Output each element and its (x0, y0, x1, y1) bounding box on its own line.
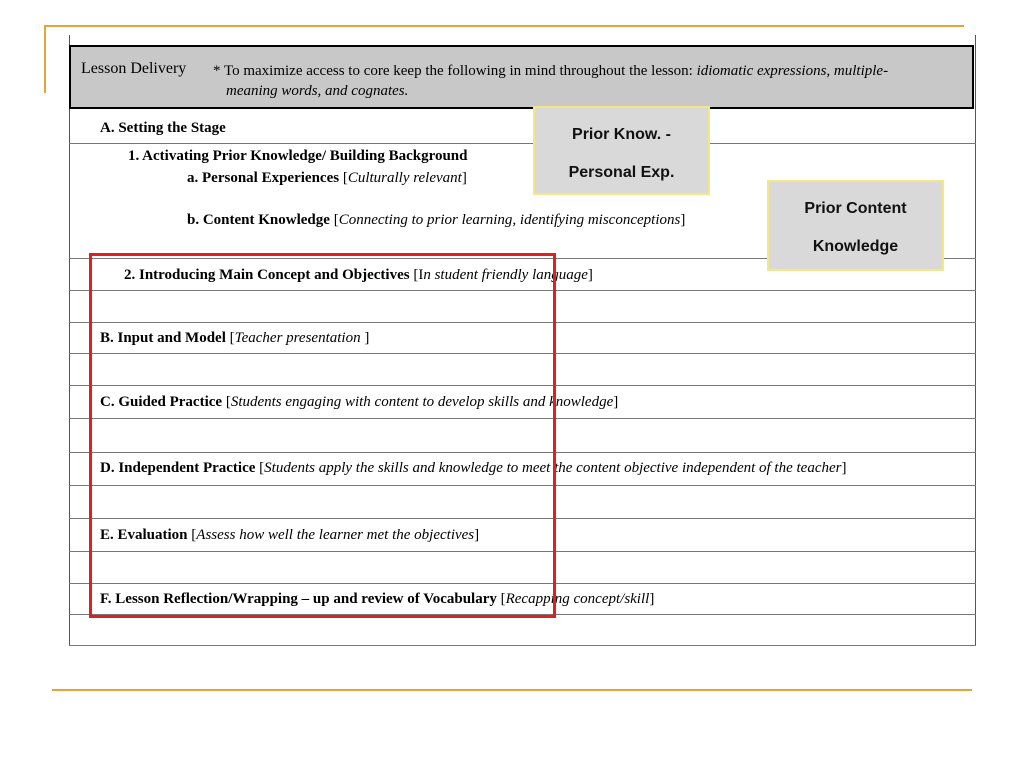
personal-experiences-note: Culturally relevant (347, 170, 462, 186)
main-concept-label: 2. Introducing Main Concept and Objectives (124, 267, 410, 283)
top-gold-rule (44, 25, 964, 27)
content-knowledge-row (187, 212, 685, 229)
evaluation-open: [ (187, 527, 197, 543)
activating-prior-knowledge-row (128, 148, 468, 165)
table-left-border (69, 35, 70, 646)
guided-practice-label: C. Guided Practice (100, 394, 223, 410)
lesson-reflection-label: F. Lesson Reflection/Wrapping – up and review of Vocabulary (100, 591, 497, 607)
prior-know-line1: Prior Know. - (572, 126, 671, 143)
personal-experiences-open: [ (339, 170, 348, 186)
main-concept-note: n student friendly language (423, 267, 588, 283)
lesson-reflection-close: ] (649, 591, 655, 607)
personal-experiences-label: a. Personal Experiences (187, 170, 340, 186)
main-concept-close: ] (587, 267, 593, 283)
evaluation-label: E. Evaluation (100, 527, 188, 543)
highlight-box (89, 253, 556, 618)
prior-content-line2: Knowledge (812, 238, 899, 255)
content-knowledge-label: b. Content Knowledge (187, 212, 330, 228)
personal-experiences-row (187, 170, 467, 187)
lesson-reflection-note: Recapping concept/skill (505, 591, 650, 607)
input-and-model-note: Teacher presentation (234, 330, 365, 346)
prior-content-line1: Prior Content (804, 200, 907, 217)
header-title: Lesson Delivery (81, 60, 187, 77)
guided-practice-open: [ (222, 394, 231, 410)
prior-know-callout (533, 106, 710, 195)
main-concept-open: [I (409, 267, 424, 283)
personal-experiences-close: ] (461, 170, 467, 186)
row-divider (69, 645, 976, 646)
independent-practice-open: [ (255, 460, 265, 476)
prior-know-line2: Personal Exp. (568, 164, 675, 181)
content-knowledge-note: Connecting to prior learning, identifying misconceptions (338, 212, 681, 228)
independent-practice-close: ] (841, 460, 847, 476)
activating-prior-knowledge-label: 1. Activating Prior Knowledge/ Building Background (128, 148, 468, 164)
header-note-prefix: * To maximize access to core keep the following in mind throughout the lesson: (213, 63, 697, 79)
content-knowledge-close: ] (680, 212, 686, 228)
evaluation-close: ] (474, 527, 480, 543)
table-right-border (975, 35, 976, 646)
setting-the-stage-row (100, 120, 226, 137)
setting-the-stage-label: A. Setting the Stage (100, 120, 226, 136)
row-divider (69, 143, 976, 144)
content-knowledge-open: [ (329, 212, 339, 228)
header-note-italic-1: idiomatic expressions, multiple- (696, 63, 889, 79)
independent-practice-note: Students apply the skills and knowledge to meet the content objective independent of the teacher (264, 460, 842, 476)
header-note-italic-2: meaning words, and cognates. (226, 83, 409, 99)
left-gold-rule (44, 25, 46, 93)
lesson-delivery-header (69, 45, 974, 109)
input-and-model-close: ] (364, 330, 370, 346)
evaluation-note: Assess how well the learner met the objectives (196, 527, 475, 543)
guided-practice-note: Students engaging with content to develop skills and knowledge (230, 394, 614, 410)
header-note (213, 61, 963, 101)
independent-practice-label: D. Independent Practice (100, 460, 256, 476)
input-and-model-label: B. Input and Model (100, 330, 226, 346)
lesson-reflection-open: [ (496, 591, 506, 607)
prior-content-callout (767, 180, 944, 271)
bottom-gold-rule (52, 689, 972, 691)
guided-practice-close: ] (613, 394, 619, 410)
input-and-model-open: [ (225, 330, 235, 346)
